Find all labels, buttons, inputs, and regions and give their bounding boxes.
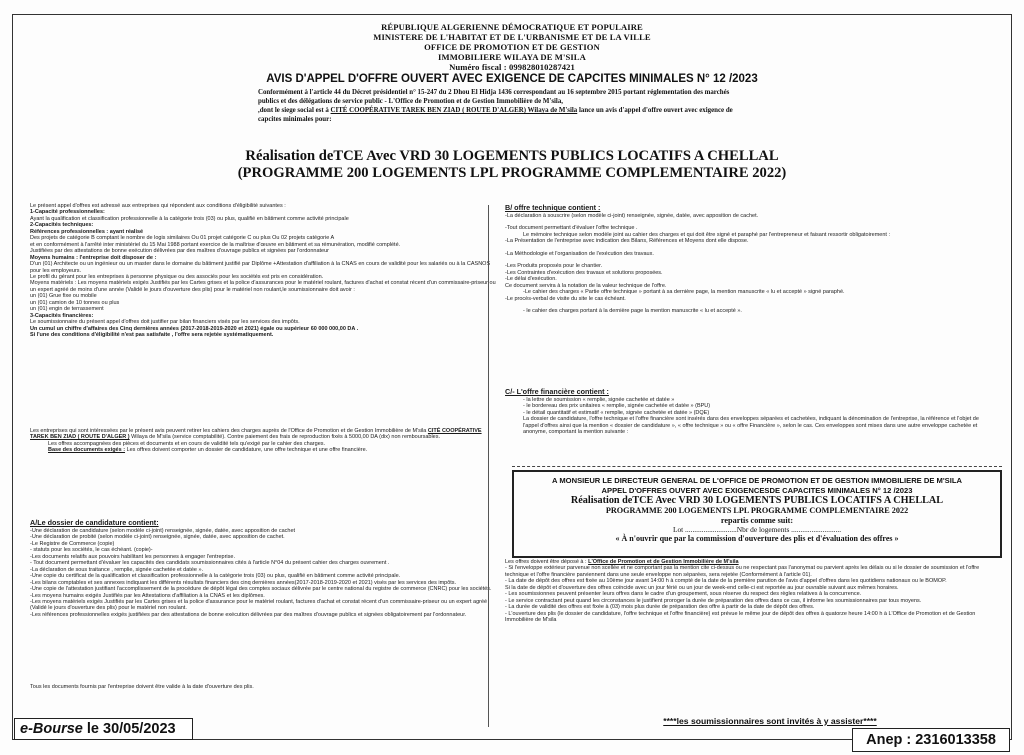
text-line: -La Présentation de l'entreprise avec indication des Bilans, Références et Moyens dont elle dispose. — [505, 238, 749, 245]
text-line: un (01) camion de 10 tonnes ou plus — [30, 299, 120, 306]
header-wilaya: IMMOBILIERE WILAYA DE M'SILA — [438, 52, 586, 62]
text-line: -La Méthodologie et l'organisation de l'exécution des travaux. — [505, 250, 654, 257]
office-address: CITÉ COOPÉRATIVE TAREK BEN ZIAD ( ROUTE D'ALGER ) — [30, 428, 482, 441]
text-line: Moyens humains : l'entreprise doit disposer de : — [30, 254, 157, 261]
text-line: -Les références professionnelles exigés justifiées par des attestations de bonne exécution délivrées par des maîtres d'ouvrage publics et signées obligatoirement par l'ordonnateur. — [30, 611, 467, 618]
intro-text-2a: ,dont le siege social est à — [258, 107, 329, 114]
text-line: Tous les documents fournis par l'entreprise doivent être valide à la date d'ouverture des plis. — [30, 684, 254, 690]
envelope-warning: « À n'ouvrir que par la commission d'ouverture des plis et d'évaluation des offres » — [615, 534, 899, 543]
header-office: OFFICE DE PROMOTION ET DE GESTION — [424, 42, 600, 52]
envelope-programme: PROGRAMME 200 LOGEMENTS LPL PROGRAMME COMPLEMENTAIRE 2022 — [605, 506, 909, 515]
text-line: -Une déclaration de candidature (selon modèle ci-joint) renseignée, signée, datée, avec apposition de cachet — [30, 528, 296, 534]
header-ministry: MINISTERE DE L'HABITAT ET DE L'URBANISME ET DE LA VILLE — [373, 32, 651, 42]
text-span: Les entreprises qui sont intéressées par le présent avis peuvent retirer les cahiers des charges auprès de l'Office de Promotion et de Gestion Immobilière de M'sila — [30, 428, 427, 434]
financial-offer — [505, 387, 995, 436]
text-line: - Les soumissionnes peuvent présenter leurs offres dans le cadre d'un groupement, sous réserve du respect des règles relatives à la concurrence. — [505, 591, 862, 598]
text-line: Si la date de dépôt et d'ouverture des offres coïncide avec un jour férié ou un jour de week-end celle-ci est reportée au jour ouvrable suivant aux mêmes horaires. — [505, 584, 899, 591]
text-line: Références professionnelles : ayant réalisé — [30, 228, 144, 235]
text-line: -Le délai d'exécution. — [505, 276, 557, 283]
text-line: Les offres accompagnées des pièces et documents et en cours de validité tels qu'exigé par le cahier des charges. — [48, 440, 326, 447]
text-line: un (01) Grue fixe ou mobile — [30, 293, 97, 300]
ebourse-brand: e-Bourse — [20, 721, 83, 737]
text-line: -Les moyens humains exigés Justifiés par les Attestations d'affiliation à la CNAS et les diplômes. — [30, 592, 265, 599]
intro-address: CITÉ COOPÉRATIVE TAREK BEN ZIAD ( ROUTE D'ALGER) Wilaya de M'sila — [330, 107, 578, 114]
text-line: Si l'une des conditions d'éligibilité n'est pas satisfaite , l'offre sera rejetée systématiquement. — [30, 332, 274, 339]
text-line: -Les Contraintes d'exécution des travaux et solutions proposées. — [505, 269, 663, 276]
text-line: - La date de dépôt des offres est fixée au 10ème jour avant 14:00 h à compté de la date de la première parution de l'avis d'appel d'offres dans les quotidiens nationaux ou le BOMOP. — [505, 578, 947, 585]
text-line: Le mémoire technique selon modèle joint au cahier des charges et qui doit être signé et paraphé par l'entrepreneur et faisant ressortir obligatoirement : — [523, 231, 891, 238]
header-republic: RÉPUBLIQUE ALGERIENNE DÉMOCRATIQUE ET POPULAIRE — [381, 22, 643, 32]
text-line: -Une copie de l'attestation justifiant l'accomplissement de la procédure de dépôt légal des comptes sociaux délivrée par le centre national du registre de commerce (CNRC) pour les sociétés. — [30, 586, 492, 593]
text-line: Ayant la qualification et classification professionnelle à la catégorie trois (03) ou plus, qualifié en bâtiment comme activité principale — [30, 215, 349, 222]
notice-header — [0, 22, 1024, 86]
text-line: - le détail quantitatif et estimatif « remplie, signée cachetée et datée » (DQE) — [523, 409, 710, 416]
text-span: Les offres doivent être déposé à : — [505, 559, 587, 565]
text-line: -Les bilans comptables et ses annexes indiquant les différents résultats financiers des cinq dernières années(2017-2018-2019-2020 et 2021) visés par les services des impôts. — [30, 579, 457, 586]
text-line: - la lettre de soumission « remplie, signée cachetée et datée » — [523, 397, 675, 403]
project-title-line-2: (PROGRAMME 200 LOGEMENTS LPL PROGRAMME COMPLEMENTAIRE 2022) — [237, 165, 787, 181]
envelope-project: Réalisation deTCE Avec VRD 30 LOGEMENTS PUBLICS LOCATIFS A CHELLAL — [570, 495, 944, 506]
ebourse-stamp — [14, 718, 193, 740]
ebourse-date: le 30/05/2023 — [86, 721, 176, 737]
text-line: - La durée de validité des offres est fixée à (03) mois plus durée de préparation des offre à partir de la date de dépôt des offres. — [505, 604, 815, 611]
section-heading: C/- L'offre financière contient : — [505, 387, 609, 396]
text-line: -Les Produits proposés pour le chantier. — [505, 263, 603, 270]
text-line: - le bordereau des prix unitaires « remplie, signée cachetée et datée » (BPU) — [523, 403, 711, 410]
text-line: 1-Capacité professionnelles: — [30, 209, 105, 216]
text-line: - Tout document permettant d'évaluer les capacités des candidats soumissionnaires cités à l'article N°04 du présent cahier des charges ouvrement . — [30, 560, 390, 567]
text-line: -Le cahier des charges « Partie offre technique » portant à sa dernière page, la mention manuscrite « lu et accepté » signé paraphé. — [523, 289, 845, 296]
text-line: -Une déclaration de probité (selon modèle ci-joint) renseignée, signée, datée, avec apposition de cachet. — [30, 534, 285, 541]
column-divider — [488, 205, 489, 727]
text-line: Le soumissionnaire du présent appel d'offres doit justifier par bilan financiers visés par les services des impôts. — [30, 319, 300, 326]
text-line: -Les moyens matériels exigés Justifiés par les Cartes grises et la police d'assurance pour le matériel roulant, factures d'achat et constat récent d'un commissaire-priseur ou un expert agréé (Validé le jours d'ouverture des plis) pour le matériel non roulant. — [30, 598, 488, 612]
section-heading: B/ offre technique contient : — [505, 203, 601, 212]
text-line: D'un (01) Architecte ou un ingénieur ou un master dans le domaine du bâtiment justifié par Diplôme +Attestation d'affiliation à la CNAS en cours de validité pour les salariés ou à la CASNOS pour les employeurs. — [30, 261, 491, 274]
envelope-addressee: A MONSIEUR LE DIRECTEUR GENERAL DE L'OFFICE DE PROMOTION ET DE GESTION IMMOBILIERE DE M'SILA — [552, 476, 962, 485]
text-line: - statuts pour les sociétés, le cas échéant. (copie)- — [30, 547, 153, 554]
text-line: Le présent appel d'offres est adressé aux entreprises qui répondent aux conditions d'éligibilité suivantes : — [30, 203, 286, 209]
text-span: Wilaya de M'sila (service comptabilité). Contre paiement des frais de reproduction fixés à 5000,00 DA (dix) non remboursables. — [131, 434, 441, 441]
envelope-tender-ref: APPEL D'OFFRES OUVERT AVEC EXIGENCESDE CAPACITES MINIMALES N° 12 /2023 — [601, 485, 913, 495]
invitation-note: ****les soumissionnaires sont invités à y assister**** — [663, 716, 877, 726]
text-line — [30, 447, 500, 453]
deposit-conditions — [505, 559, 995, 624]
technical-offer — [505, 203, 995, 314]
project-title — [0, 148, 1024, 182]
text-line: Un cumul un chiffre d'affaires des Cinq dernières années (2017-2018-2019-2020 et 2021) égale ou supérieur 60 000 000,00 DA . — [30, 325, 359, 332]
text-line: -La déclaration à souscrire (selon modèle ci-joint) renseignée, signée, datée, avec apposition de cachet. — [505, 213, 759, 219]
envelope-lot-line: Lot ............................Nbr de logements ........................... — [672, 525, 842, 534]
text-line: Justifiées par des attestations de bonne exécution délivrées par des maîtres d'ouvrage publics et signées par l'ordonnateur — [30, 248, 329, 255]
envelope-label-box — [512, 470, 1002, 558]
dashed-separator — [512, 466, 1002, 467]
text-line: -Les documents relatifs aux pouvoirs habilitant les personnes à engager l'entreprise. — [30, 553, 235, 560]
anep-stamp: Anep : 2316013358 — [852, 728, 1010, 752]
text-span: L'Office de Promotion et de Gestion Immobilière de M'sila — [588, 559, 739, 565]
text-line: un (01) engin de terrassement — [30, 306, 104, 313]
section-heading: A/Le dossier de candidature contient: — [30, 518, 159, 527]
text-line: Moyens matériels : Les moyens matériels exigés Justifiés par les Cartes grises et la police d'assurances pour le matériel roulant, factures d'achat et constat récent d'un commissaire-priseur ou un expert agréé de moins d'une année (Validé le jours d'ouverture des plis) pour le matériel non roulant,le soumissionnaire doit avoir : — [30, 280, 496, 293]
text-span: Les offres doivent comporter un dossier de candidature, une offre technique et une offre financière. — [126, 447, 368, 454]
withdrawal-conditions — [30, 428, 500, 454]
text-line: 3-Capacités financières: — [30, 312, 94, 319]
project-title-line-1: Réalisation deTCE Avec VRD 30 LOGEMENTS PUBLICS LOCATIFS A CHELLAL — [245, 148, 779, 164]
text-line: - Le service contractant peut quand les circonstances le justifient proroger la durée de préparation des offres dans ce cas, il informe les soumissionnaires par tous moyens. — [505, 597, 922, 604]
validity-note — [30, 684, 500, 690]
eligibility-conditions — [30, 203, 500, 339]
intro-paragraph — [258, 88, 748, 124]
text-line: -Une copie du certificat de la qualification et classification professionnelle à la catégorie trois (03) ou plus, qualifié en bâtiment comme activité principale. — [30, 573, 401, 580]
notice-title: AVIS D'APPEL D'OFFRE OUVERT AVEC EXIGENCE DE CAPCITES MINIMALES N° 12 /2023 — [266, 73, 758, 85]
text-line: -Le procès-verbal de visite du site le cas échéant. — [505, 295, 626, 302]
text-line: 2-Capacités techniques: — [30, 222, 94, 229]
text-line: et en conformément à l'arrêté inter ministériel du 15 Mai 1988 portant exercice de la maîtrise d'œuvre en bâtiment et sa rémunération, modifié complété. — [30, 241, 401, 248]
intro-text-1: Conformément à l'article 44 du Décret présidentiel n° 15-247 du 2 Dhou El Hidja 1436 correspondant au 16 septembre 2015 portant réglementation des marchés publics et des délégations de service public - L'Office de Promotion et de Gestion Immobilière de M'sila, — [258, 89, 730, 105]
intro-text-2b: lance un avis d'appel d'offre ouvert avec exigence de capcites minimales pour: — [258, 107, 733, 123]
text-line: -Le Registre de Commerce (copie) — [30, 540, 115, 547]
text-line: - Si l'enveloppe extérieur parvenue non scellée et ne comportant pas la mention cite ci-dessus ou ne respectant pas l'anonymat ou parvient après les délais ou si le dossier de soumission et l'offre technique et l'offre financière parviennent dans une seule enveloppe non séparées, sera rejetée (Conformément à l'article 01). — [505, 565, 980, 578]
text-line: Des projets de catégorie B comptant le nombre de logis similaires Ou 01 projet catégorie C ou plus Ou 02 projets catégorie A — [30, 235, 335, 242]
envelope-repartition: repartis comme suit: — [720, 515, 794, 525]
text-line: -Tout document permettant d'évaluer l'offre technique . — [505, 225, 638, 232]
text-line: - le cahier des charges portant à la dernière page la mention manuscrite « lu et accepté ». — [523, 307, 742, 314]
text-line: La dossier de candidature, l'offre technique et l'offre financière sont insérés dans des enveloppes séparées et cachetées, indiquant la dénomination de l'entreprise, la référence et l'objet de l'appel d'offres ainsi que la mention « dossier de candidature », « offre technique » ou « offre Financière », selon le cas. Ces enveloppes sont mises dans une autre enveloppe cachetée et anonyme, comportant la mention suivante : — [523, 416, 979, 436]
header-fiscal-number: Numéro fiscal : 099828010287421 — [449, 62, 575, 72]
text-line: Ce document servira à la notation de la valeur technique de l'offre. — [505, 282, 667, 289]
text-line — [30, 428, 500, 441]
text-line: -La déclaration de sous traitance , remplie, signée cachetée et datée ». — [30, 566, 204, 573]
text-line: Le profil du gérant pour les entreprises à personne physique ou des associés pour les sociétés est pris en considération. — [30, 273, 324, 280]
text-line: - L'ouverture des plis (le dossier de candidature, l'offre technique et l'offre financière) est prévue le même jour de dépôt des offres à quatorze heure 14:00 h à L'Office de Promotion et de Gestion Immobilière de M'sila — [505, 610, 976, 624]
candidature-dossier — [30, 518, 500, 618]
text-span: Base des documents exigés : — [48, 447, 126, 454]
